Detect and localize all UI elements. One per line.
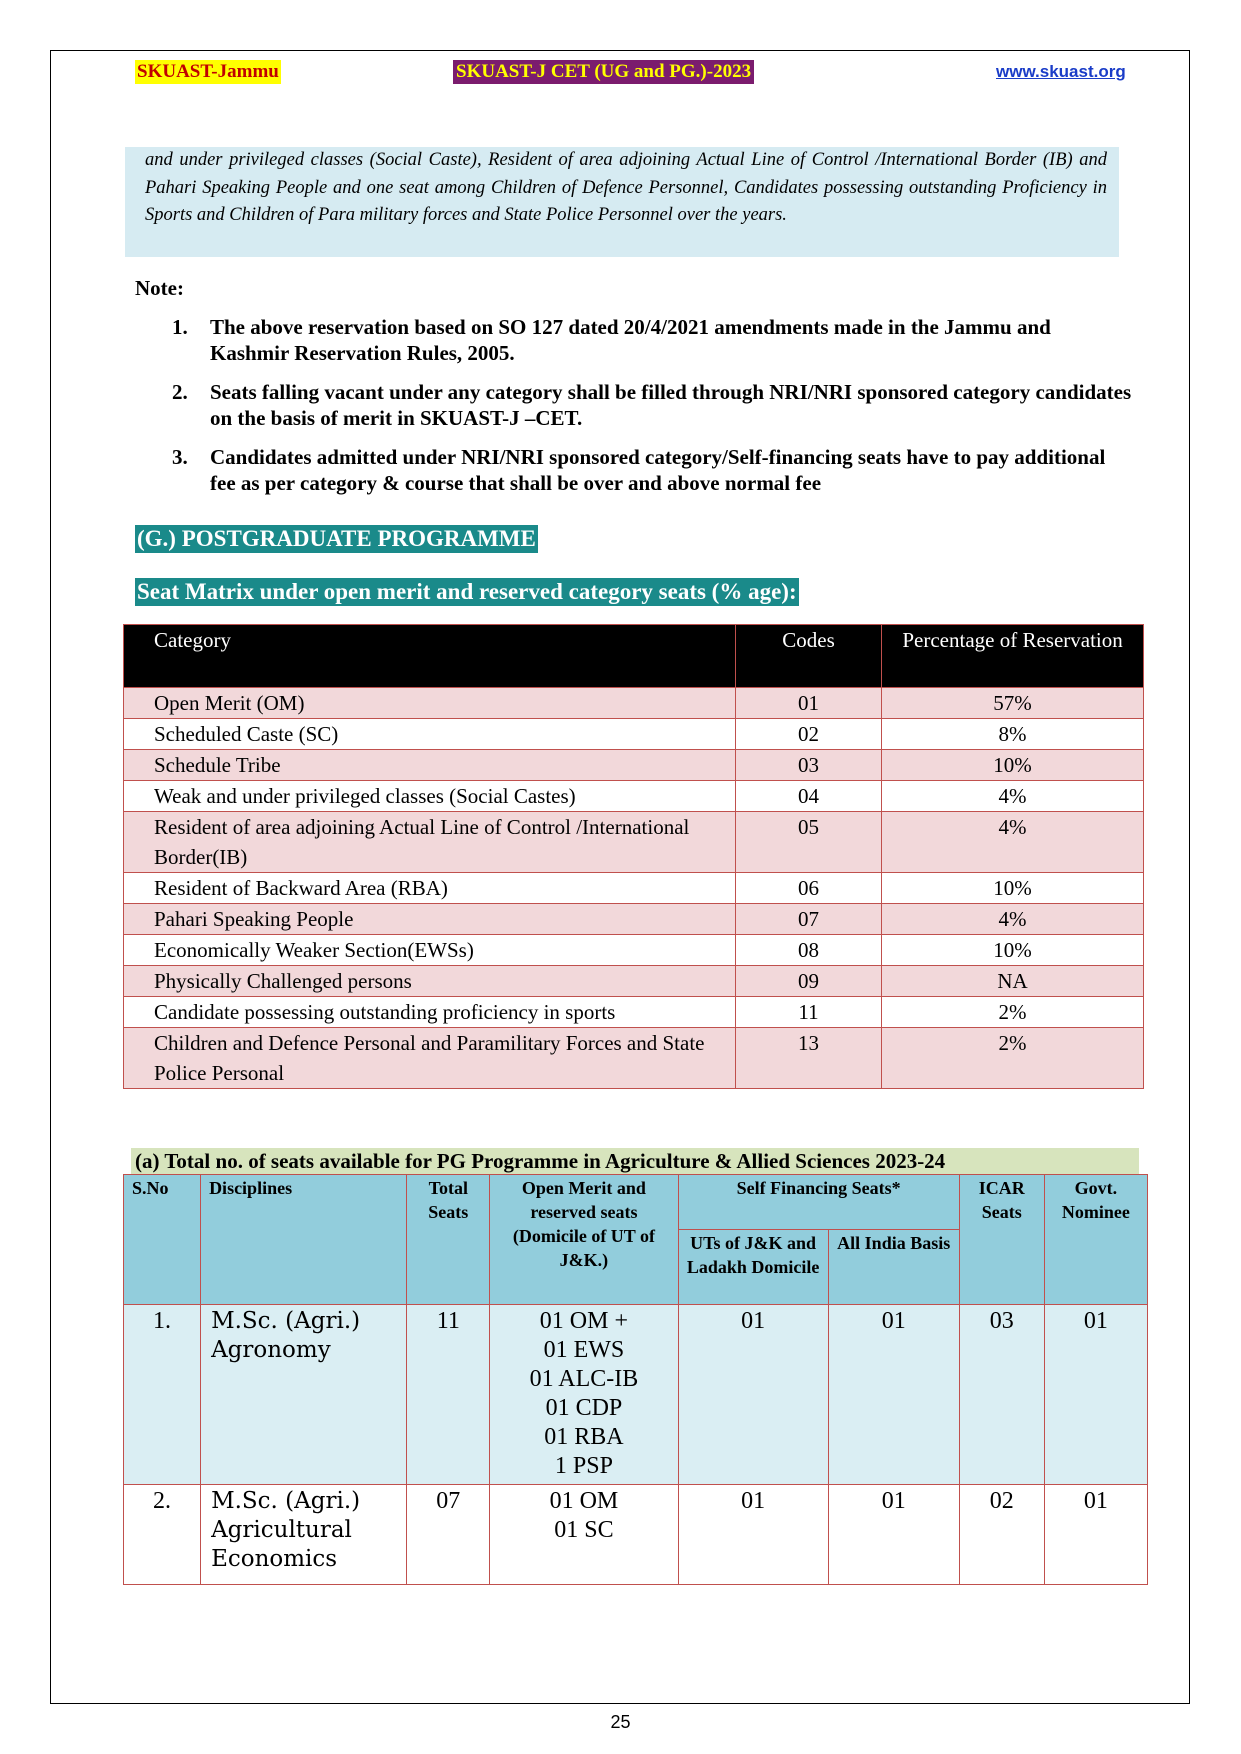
header-exam-title: SKUAST-J CET (UG and PG.)-2023 xyxy=(453,60,754,84)
note-number: 1. xyxy=(172,315,188,339)
discipline-cell: M.Sc. (Agri.) Agricultural Economics xyxy=(201,1485,407,1585)
note-number: 3. xyxy=(172,445,188,469)
open-merit-line: 01 EWS xyxy=(543,1337,625,1363)
note-label: Note: xyxy=(135,276,184,300)
category-cell: Candidate possessing outstanding proficiency in sports xyxy=(124,997,736,1028)
note-item xyxy=(172,444,1132,496)
table-row xyxy=(124,1028,1144,1089)
category-cell: Physically Challenged persons xyxy=(124,966,736,997)
table-row xyxy=(124,719,1144,750)
section-heading-postgraduate: (G.) POSTGRADUATE PROGRAMME xyxy=(137,526,536,551)
table-row xyxy=(124,1305,1148,1485)
code-cell: 09 xyxy=(735,966,881,997)
note-text: The above reservation based on SO 127 dated 20/4/2021 amendments made in the Jammu and Kashmir Reservation Rules, 2005. xyxy=(210,315,1051,365)
pg-seats-table xyxy=(123,1174,1148,1585)
column-header-sno: S.No xyxy=(124,1175,201,1305)
icar-seats-cell: 03 xyxy=(959,1305,1044,1485)
code-cell: 06 xyxy=(735,873,881,904)
table-row xyxy=(124,935,1144,966)
open-merit-cell xyxy=(490,1305,678,1485)
total-seats-cell: 07 xyxy=(407,1485,490,1585)
table-header-row xyxy=(124,1175,1148,1230)
discipline-cell: M.Sc. (Agri.) Agronomy xyxy=(201,1305,407,1485)
note-text: Seats falling vacant under any category shall be filled through NRI/NRI sponsored category candidates on the basis of merit in SKUAST-J –CET. xyxy=(210,380,1132,430)
sf-all-india-cell: 01 xyxy=(828,1485,959,1585)
percentage-cell: 4% xyxy=(882,904,1144,935)
note-item xyxy=(172,379,1132,431)
column-header-sf-all-india: All India Basis xyxy=(828,1230,959,1305)
category-cell: Weak and under privileged classes (Social Castes) xyxy=(124,781,736,812)
open-merit-line: 01 OM xyxy=(549,1488,619,1514)
table-row xyxy=(124,997,1144,1028)
code-cell: 05 xyxy=(735,812,881,873)
column-header-percentage: Percentage of Reservation xyxy=(882,625,1144,688)
open-merit-line: 01 RBA xyxy=(544,1424,624,1450)
column-header-govt-nominee: Govt. Nominee xyxy=(1044,1175,1147,1305)
percentage-cell: 10% xyxy=(882,935,1144,966)
column-header-disciplines: Disciplines xyxy=(201,1175,407,1305)
open-merit-cell xyxy=(490,1485,678,1585)
icar-seats-cell: 02 xyxy=(959,1485,1044,1585)
note-text: Candidates admitted under NRI/NRI sponsored category/Self-financing seats have to pay additional fee as per category & course that shall be over and above normal fee xyxy=(210,445,1106,495)
table-row xyxy=(124,812,1144,873)
seat-matrix-heading: Seat Matrix under open merit and reserved category seats (% age): xyxy=(137,579,797,604)
percentage-cell: 8% xyxy=(882,719,1144,750)
category-cell: Economically Weaker Section(EWSs) xyxy=(124,935,736,966)
percentage-cell: 10% xyxy=(882,873,1144,904)
note-list xyxy=(172,314,1132,509)
percentage-cell: NA xyxy=(882,966,1144,997)
table-row xyxy=(124,904,1144,935)
category-cell: Resident of Backward Area (RBA) xyxy=(124,873,736,904)
sf-uts-cell: 01 xyxy=(678,1485,828,1585)
percentage-cell: 4% xyxy=(882,812,1144,873)
note-item xyxy=(172,314,1132,366)
percentage-cell: 10% xyxy=(882,750,1144,781)
table-row xyxy=(124,966,1144,997)
percentage-cell: 2% xyxy=(882,997,1144,1028)
code-cell: 01 xyxy=(735,688,881,719)
category-cell: Schedule Tribe xyxy=(124,750,736,781)
open-merit-line: 01 CDP xyxy=(545,1395,623,1421)
open-merit-line: 01 ALC-IB xyxy=(529,1366,639,1392)
code-cell: 02 xyxy=(735,719,881,750)
table-row xyxy=(124,1485,1148,1585)
header-institution: SKUAST-Jammu xyxy=(137,61,279,82)
total-seats-cell: 11 xyxy=(407,1305,490,1485)
column-header-codes: Codes xyxy=(735,625,881,688)
column-header-open-merit: Open Merit and reserved seats (Domicile of UT of J&K.) xyxy=(490,1175,678,1305)
category-cell: Children and Defence Personal and Paramilitary Forces and State Police Personal xyxy=(124,1028,736,1089)
pg-seats-table-title: (a) Total no. of seats available for PG Programme in Agriculture & Allied Sciences 2023-24 xyxy=(131,1148,1139,1174)
column-header-icar-seats: ICAR Seats xyxy=(959,1175,1044,1305)
code-cell: 04 xyxy=(735,781,881,812)
percentage-cell: 4% xyxy=(882,781,1144,812)
table-row xyxy=(124,750,1144,781)
column-header-total-seats: Total Seats xyxy=(407,1175,490,1305)
column-header-category: Category xyxy=(124,625,736,688)
open-merit-line: 01 SC xyxy=(554,1517,614,1543)
open-merit-line: 01 OM + xyxy=(539,1308,629,1334)
continued-paragraph: and under privileged classes (Social Caste), Resident of area adjoining Actual Line of Control /International Border (IB) and Pahari Speaking People and one seat among Children of Defence Personnel, Candidates possessing outstanding Proficiency in Sports and Children of Para military forces and State Police Personnel over the years. xyxy=(125,147,1119,257)
govt-nominee-cell: 01 xyxy=(1044,1485,1147,1585)
header-website-link[interactable]: www.skuast.org xyxy=(996,62,1126,81)
sno-cell: 2. xyxy=(124,1485,201,1585)
sno-cell: 1. xyxy=(124,1305,201,1485)
table-header-row xyxy=(124,625,1144,688)
category-cell: Open Merit (OM) xyxy=(124,688,736,719)
seat-matrix-table xyxy=(123,624,1144,1089)
sf-all-india-cell: 01 xyxy=(828,1305,959,1485)
category-cell: Resident of area adjoining Actual Line of Control /International Border(IB) xyxy=(124,812,736,873)
category-cell: Scheduled Caste (SC) xyxy=(124,719,736,750)
code-cell: 07 xyxy=(735,904,881,935)
percentage-cell: 57% xyxy=(882,688,1144,719)
code-cell: 11 xyxy=(735,997,881,1028)
column-header-sf-uts-domicile: UTs of J&K and Ladakh Domicile xyxy=(678,1230,828,1305)
code-cell: 13 xyxy=(735,1028,881,1089)
govt-nominee-cell: 01 xyxy=(1044,1305,1147,1485)
open-merit-line: 1 PSP xyxy=(554,1453,613,1479)
code-cell: 08 xyxy=(735,935,881,966)
category-cell: Pahari Speaking People xyxy=(124,904,736,935)
table-row xyxy=(124,688,1144,719)
table-row xyxy=(124,781,1144,812)
table-row xyxy=(124,873,1144,904)
sf-uts-cell: 01 xyxy=(678,1305,828,1485)
note-number: 2. xyxy=(172,380,188,404)
code-cell: 03 xyxy=(735,750,881,781)
page-number: 25 xyxy=(610,1712,631,1732)
percentage-cell: 2% xyxy=(882,1028,1144,1089)
column-header-self-financing: Self Financing Seats* xyxy=(678,1175,959,1230)
